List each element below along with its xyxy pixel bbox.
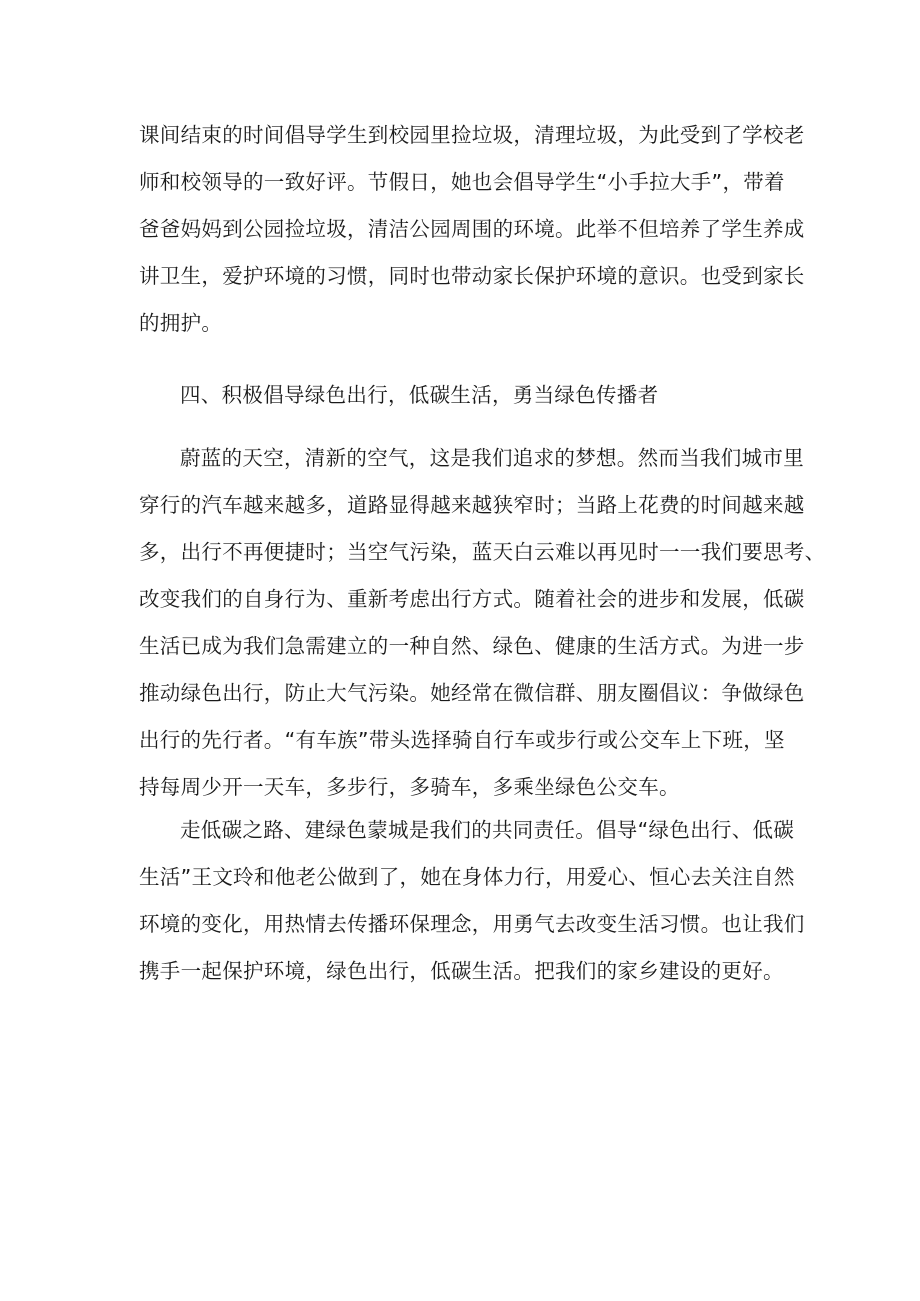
paragraph-3 bbox=[139, 807, 805, 995]
paragraph-line: 师和校领导的一致好评。节假日，她也会倡导学生“小手拉大手”，带着 bbox=[139, 170, 785, 194]
paragraph-line: 穿行的汽车越来越多，道路显得越来越狭窄时；当路上花费的时间越来越 bbox=[139, 493, 805, 517]
paragraph-1 bbox=[139, 112, 805, 347]
paragraph-line: 走低碳之路、建绿色蒙城是我们的共同责任。倡导“绿色出行、低碳 bbox=[180, 818, 795, 842]
paragraph-2 bbox=[139, 435, 826, 811]
paragraph-line: 出行的先行者。“有车族”带头选择骑自行车或步行或公交车上下班，坚 bbox=[139, 728, 785, 752]
paragraph-line: 课间结束的时间倡导学生到校园里捡垃圾，清理垃圾，为此受到了学校老 bbox=[139, 123, 805, 147]
paragraph-line: 多，出行不再便捷时；当空气污染，蓝天白云难以再见时一一我们要思考、 bbox=[139, 540, 826, 564]
paragraph-line: 改变我们的自身行为、重新考虑出行方式。随着社会的进步和发展，低碳 bbox=[139, 587, 805, 611]
paragraph-line: 生活已成为我们急需建立的一种自然、绿色、健康的生活方式。为进一步 bbox=[139, 634, 805, 658]
paragraph-line: 携手一起保护环境，绿色出行，低碳生活。把我们的家乡建设的更好。 bbox=[139, 959, 784, 983]
paragraph-line: 讲卫生，爱护环境的习惯，同时也带动家长保护环境的意识。也受到家长 bbox=[139, 264, 805, 288]
section-heading bbox=[139, 372, 781, 419]
heading-line: 四、积极倡导绿色出行，低碳生活，勇当绿色传播者 bbox=[180, 383, 659, 407]
paragraph-line: 持每周少开一天车，多步行，多骑车，多乘坐绿色公交车。 bbox=[139, 775, 680, 799]
paragraph-line: 生活”王文玲和他老公做到了，她在身体力行，用爱心、恒心去关注自然 bbox=[139, 865, 795, 889]
paragraph-line: 环境的变化，用热情去传播环保理念，用勇气去改变生活习惯。也让我们 bbox=[139, 912, 805, 936]
paragraph-line: 推动绿色出行，防止大气污染。她经常在微信群、朋友圈倡议：争做绿色 bbox=[139, 681, 805, 705]
paragraph-line: 的拥护。 bbox=[139, 311, 223, 335]
paragraph-line: 爸爸妈妈到公园捡垃圾，清洁公园周围的环境。此举不但培养了学生养成 bbox=[139, 217, 805, 241]
paragraph-line: 蔚蓝的天空，清新的空气，这是我们追求的梦想。然而当我们城市里 bbox=[180, 446, 804, 470]
